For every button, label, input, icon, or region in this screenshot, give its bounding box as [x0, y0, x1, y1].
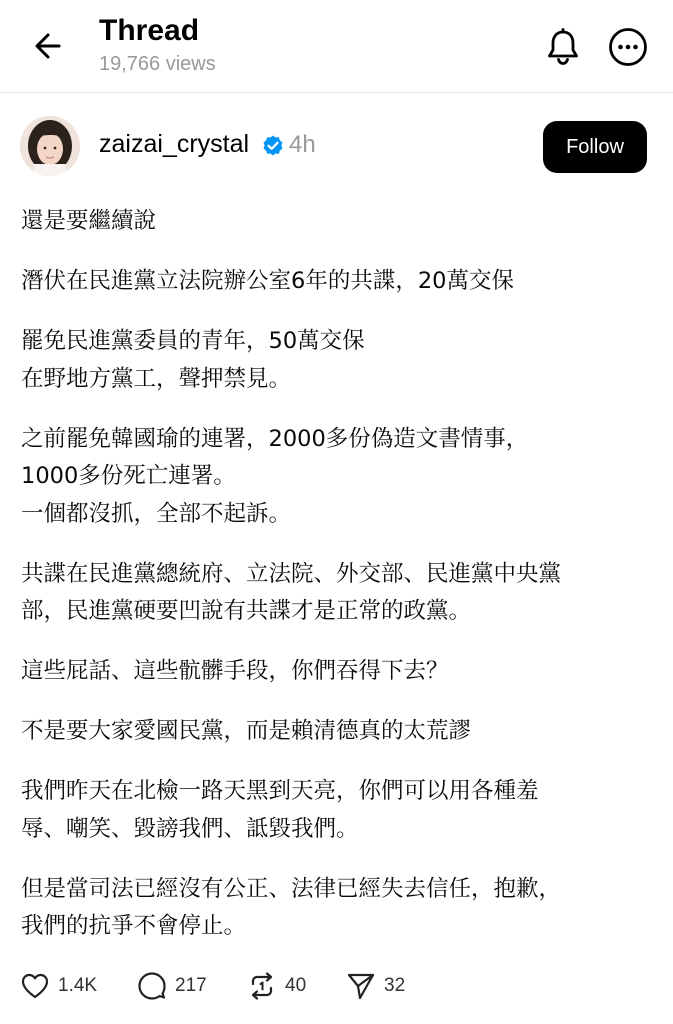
repost-icon: [248, 972, 276, 1000]
heart-icon: [21, 973, 49, 999]
post-text: [21, 203, 651, 968]
reply-count: 217: [175, 975, 207, 996]
bell-icon: [545, 28, 581, 66]
follow-button[interactable]: Follow: [543, 121, 647, 173]
reply-button[interactable]: [138, 965, 207, 1007]
verified-badge-icon: [261, 134, 285, 158]
share-button[interactable]: [347, 965, 405, 1007]
post-paragraph: 這些屁話、這些骯髒手段，你們吞得下去？: [21, 658, 449, 684]
post-action-bar: [0, 965, 673, 1007]
repost-count: 40: [285, 975, 307, 996]
post-timestamp: 4h: [289, 131, 316, 158]
author-username[interactable]: zaizai_crystal: [99, 130, 250, 158]
post-paragraph: 不是要大家愛國民黨，而是賴清德真的太荒謬: [21, 718, 472, 744]
share-count: 32: [384, 975, 406, 996]
post-paragraph: 共諜在民進黨總統府、立法院、外交部、民進黨中央黨 部，民進黨硬要凹說有共諜才是正常的政黨。: [21, 560, 562, 624]
page-title: Thread: [99, 14, 200, 47]
repost-button[interactable]: [248, 965, 306, 1007]
thread-header: [0, 0, 673, 93]
comment-icon: [138, 972, 166, 1000]
arrow-left-icon: [33, 31, 63, 61]
notification-button[interactable]: [541, 25, 585, 69]
post-paragraph: 罷免民進黨委員的青年，50萬交保 在野地方黨工，聲押禁見。: [21, 328, 365, 392]
post-paragraph: 我們昨天在北檢一路天黑到天亮，你們可以用各種羞 辱、嘲笑、毀謗我們、詆毀我們。: [21, 778, 539, 842]
more-options-button[interactable]: [606, 25, 650, 69]
post-author-row: [0, 110, 673, 184]
back-button[interactable]: [28, 26, 68, 66]
post-paragraph: 還是要繼續說: [21, 208, 157, 234]
avatar[interactable]: [20, 116, 80, 176]
post-paragraph: 潛伏在民進黨立法院辦公室6年的共諜，20萬交保: [21, 268, 514, 294]
send-icon: [347, 972, 375, 1000]
post-paragraph: 之前罷免韓國瑜的連署，2000多份偽造文書情事， 1000多份死亡連署。 一個都沒抓，全部不起訴。: [21, 425, 529, 527]
like-count: 1.4K: [58, 975, 98, 996]
like-button[interactable]: [21, 965, 97, 1007]
view-count: 19,766 views: [99, 53, 216, 75]
more-horizontal-icon: [608, 27, 648, 67]
post-paragraph: 但是當司法已經沒有公正、法律已經失去信任，抱歉， 我們的抗爭不會停止。: [21, 875, 562, 939]
